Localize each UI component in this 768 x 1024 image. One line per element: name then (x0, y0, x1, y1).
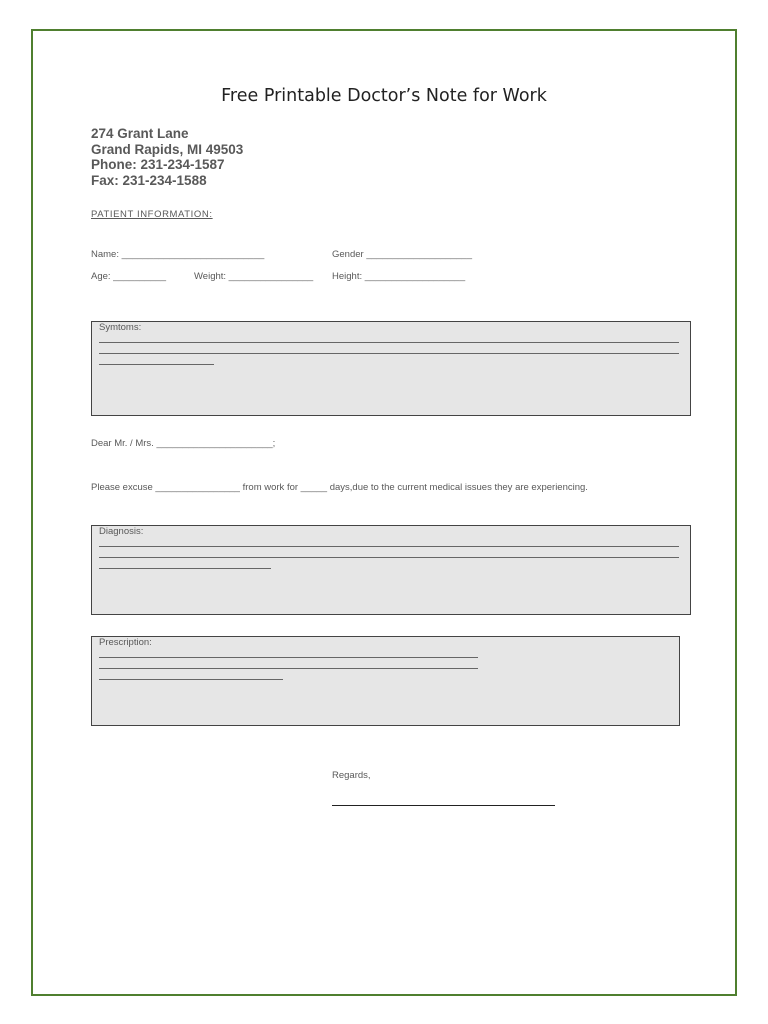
symptoms-box (91, 321, 691, 416)
symptoms-line-1 (99, 342, 679, 343)
dear-line: Dear Mr. / Mrs. ______________________; (91, 438, 276, 449)
prescription-line-2 (99, 668, 478, 669)
address-city: Grand Rapids, MI 49503 (91, 142, 244, 157)
symptoms-line-2 (99, 353, 679, 354)
symptoms-line-3 (99, 364, 214, 365)
name-field: Name: ___________________________ (91, 249, 265, 260)
prescription-box (91, 636, 680, 726)
diagnosis-line-3 (99, 568, 271, 569)
prescription-line-1 (99, 657, 478, 658)
age-field: Age: __________ (91, 271, 167, 282)
prescription-line-3 (99, 679, 283, 680)
diagnosis-line-2 (99, 557, 679, 558)
diagnosis-line-1 (99, 546, 679, 547)
excuse-line: Please excuse ________________ from work for _____ days,due to the current medical issues they are experiencing. (91, 482, 588, 493)
weight-field: Weight: ________________ (194, 271, 314, 282)
address-fax: Fax: 231-234-1588 (91, 173, 207, 188)
address-phone: Phone: 231-234-1587 (91, 157, 225, 172)
prescription-label: Prescription: (99, 637, 152, 648)
signature-line (332, 805, 555, 806)
height-field: Height: ___________________ (332, 271, 466, 282)
symptoms-label: Symtoms: (99, 322, 142, 333)
document-title: Free Printable Doctor’s Note for Work (221, 86, 547, 106)
patient-info-heading: PATIENT INFORMATION: (91, 209, 213, 220)
address-street: 274 Grant Lane (91, 126, 189, 141)
gender-field: Gender ____________________ (332, 249, 472, 260)
regards-text: Regards, (332, 770, 371, 781)
diagnosis-box (91, 525, 691, 615)
diagnosis-label: Diagnosis: (99, 526, 144, 537)
